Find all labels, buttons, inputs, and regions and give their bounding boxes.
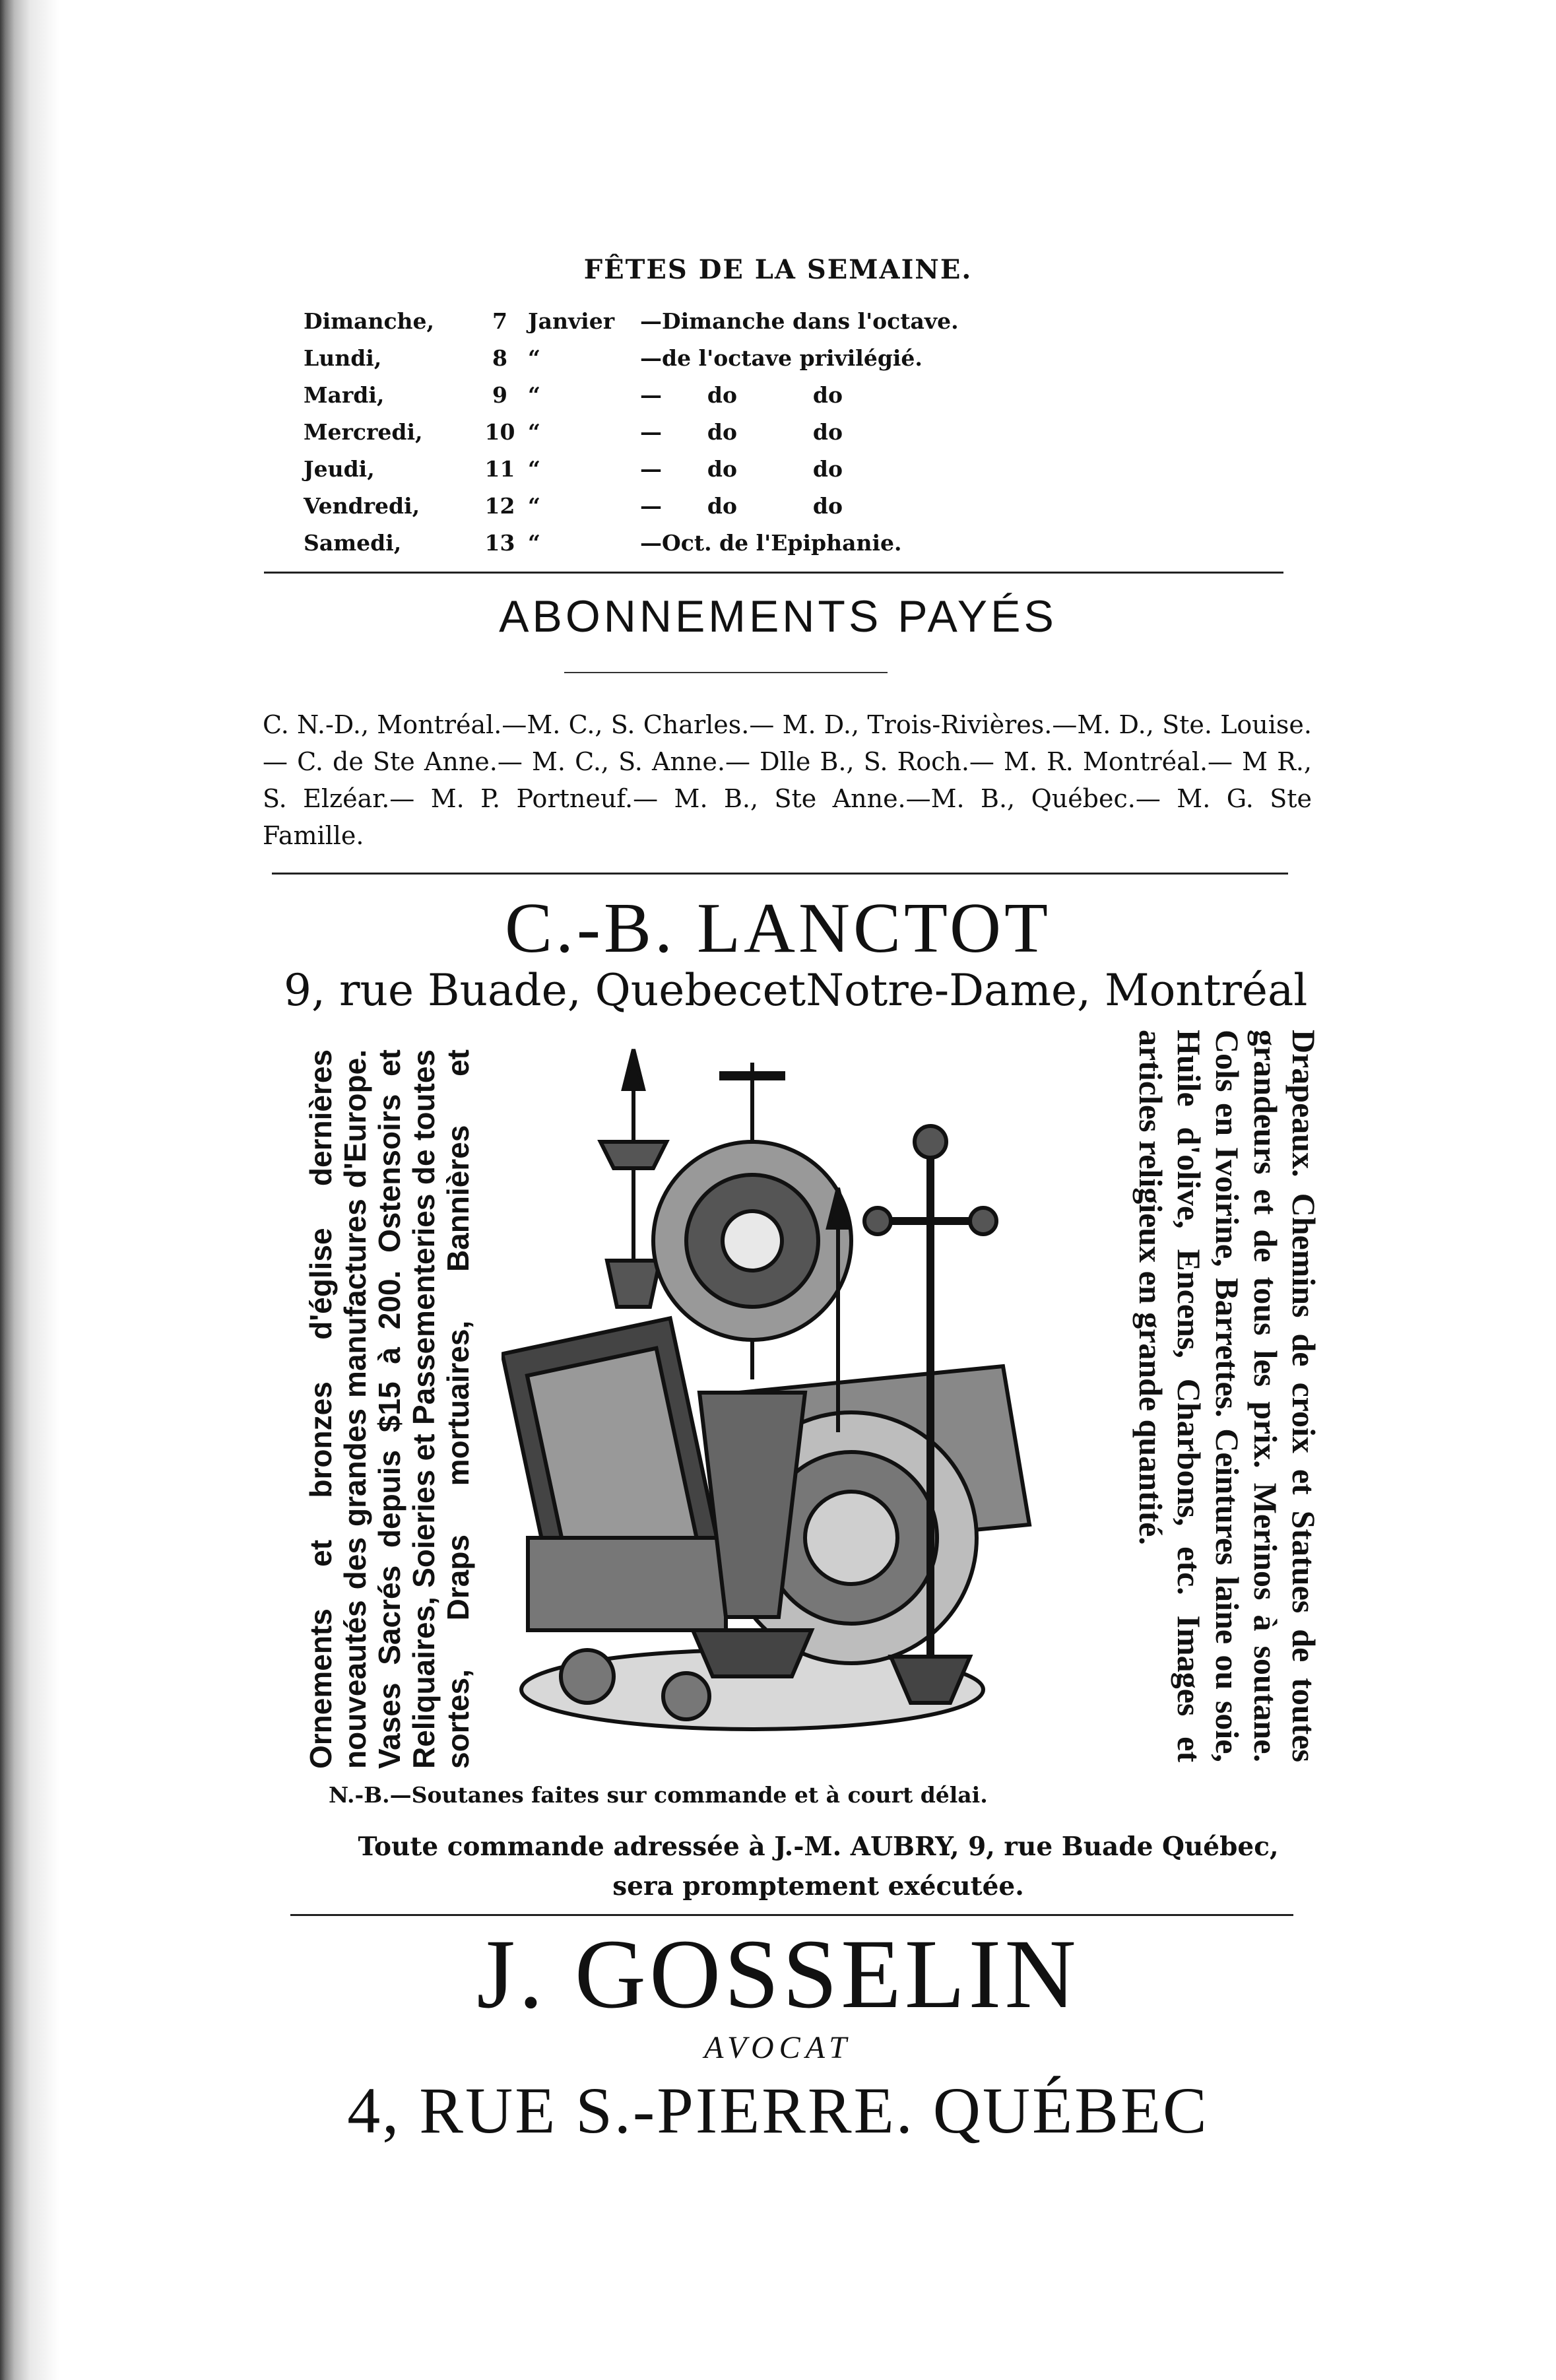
day-cell: Samedi, xyxy=(304,529,402,556)
feast-cell: — do do xyxy=(640,381,843,408)
date-cell: 11 xyxy=(484,455,515,482)
divider-rule xyxy=(272,873,1288,875)
month-cell: “ xyxy=(528,455,540,482)
date-cell: 8 xyxy=(492,345,507,371)
day-cell: Dimanche, xyxy=(304,308,435,334)
feast-cell: — do do xyxy=(640,455,843,482)
lanctot-name: C.-B. LANCTOT xyxy=(504,889,1051,968)
abonnements-title: ABONNEMENTS PAYÉS xyxy=(499,591,1057,642)
church-ornaments-engraving xyxy=(502,1023,1082,1762)
lanctot-flags-text: Drapeaux. Chemins de croix et Statues de toutes grandeurs et de tous les prix. Merinos à soutane. Cols en Ivoirine, Barrettes. Ceintures laine ou soie, Huile d'olive, Encens, Charbons, etc. Images et articles religieux en grande quantité. xyxy=(1132,1030,1322,1762)
lanctot-address-conjunction: et xyxy=(762,965,806,1016)
nb-note: N.-B.—Soutanes faites sur commande et à court délai. xyxy=(329,1782,988,1808)
divider-rule-short xyxy=(564,672,888,673)
table-row xyxy=(304,529,970,566)
order-notice: Toute commande adressée à J.-M. AUBRY, 9, rue Buade Québec, sera promptement exécutée. xyxy=(358,1832,1279,1901)
table-row xyxy=(304,381,970,418)
feast-cell: —Dimanche dans l'octave. xyxy=(640,308,959,334)
feast-cell: —de l'octave privilégié. xyxy=(640,345,923,371)
day-cell: Mardi, xyxy=(304,381,385,408)
divider-rule xyxy=(290,1914,1293,1916)
table-row xyxy=(304,307,970,344)
feast-cell: — do do xyxy=(640,418,843,445)
date-cell: 7 xyxy=(492,308,507,334)
month-cell: “ xyxy=(528,418,540,445)
month-cell: “ xyxy=(528,381,540,408)
date-cell: 10 xyxy=(484,418,515,445)
gosselin-address: 4, RUE S.-PIERRE. QUÉBEC xyxy=(347,2074,1209,2147)
divider-rule xyxy=(264,572,1283,574)
table-row xyxy=(304,492,970,529)
month-cell: Janvier xyxy=(528,308,615,334)
lanctot-ornaments-text: Ornements et bronzes d'église dernières nouveautés des grandes manufactures d'Europe. Vases Sacrés depuis $15 à 200. Ostensoirs et Reliquaires, Soieries et Passementeries de toutes sortes, Draps mortuaires, Bannières et xyxy=(304,1049,475,1769)
abonnements-list: C. N.-D., Montréal.—M. C., S. Charles.— M. D., Trois-Rivières.—M. D., Ste. Louise.— C. de Ste Anne.— M. C., S. Anne.— Dlle B., S. Roch.— M. R. Montréal.— M R., S. Elzéar.— M. P. Portneuf.— M. B., Ste Anne.—M. B., Québec.— M. G. Ste Famille. xyxy=(263,710,1312,850)
month-cell: “ xyxy=(528,345,540,371)
day-cell: Vendredi, xyxy=(304,492,420,519)
table-row xyxy=(304,418,970,455)
table-row xyxy=(304,344,970,381)
day-cell: Jeudi, xyxy=(304,455,375,482)
day-cell: Mercredi, xyxy=(304,418,423,445)
gosselin-role: AVOCAT xyxy=(704,2030,852,2065)
date-cell: 12 xyxy=(484,492,515,519)
fetes-table xyxy=(304,307,970,566)
lanctot-address xyxy=(284,965,1307,1016)
date-cell: 9 xyxy=(492,381,507,408)
lanctot-address-quebec: 9, rue Buade, Quebec xyxy=(284,965,763,1016)
feast-cell: — do do xyxy=(640,492,843,519)
gosselin-name: J. GOSSELIN xyxy=(476,1919,1080,2029)
day-cell: Lundi, xyxy=(304,345,382,371)
month-cell: “ xyxy=(528,529,540,556)
month-cell: “ xyxy=(528,492,540,519)
lanctot-address-montreal: Notre-Dame, Montréal xyxy=(806,965,1308,1016)
fetes-title: FÊTES DE LA SEMAINE. xyxy=(583,254,973,285)
date-cell: 13 xyxy=(484,529,515,556)
feast-cell: —Oct. de l'Epiphanie. xyxy=(640,529,902,556)
table-row xyxy=(304,455,970,492)
